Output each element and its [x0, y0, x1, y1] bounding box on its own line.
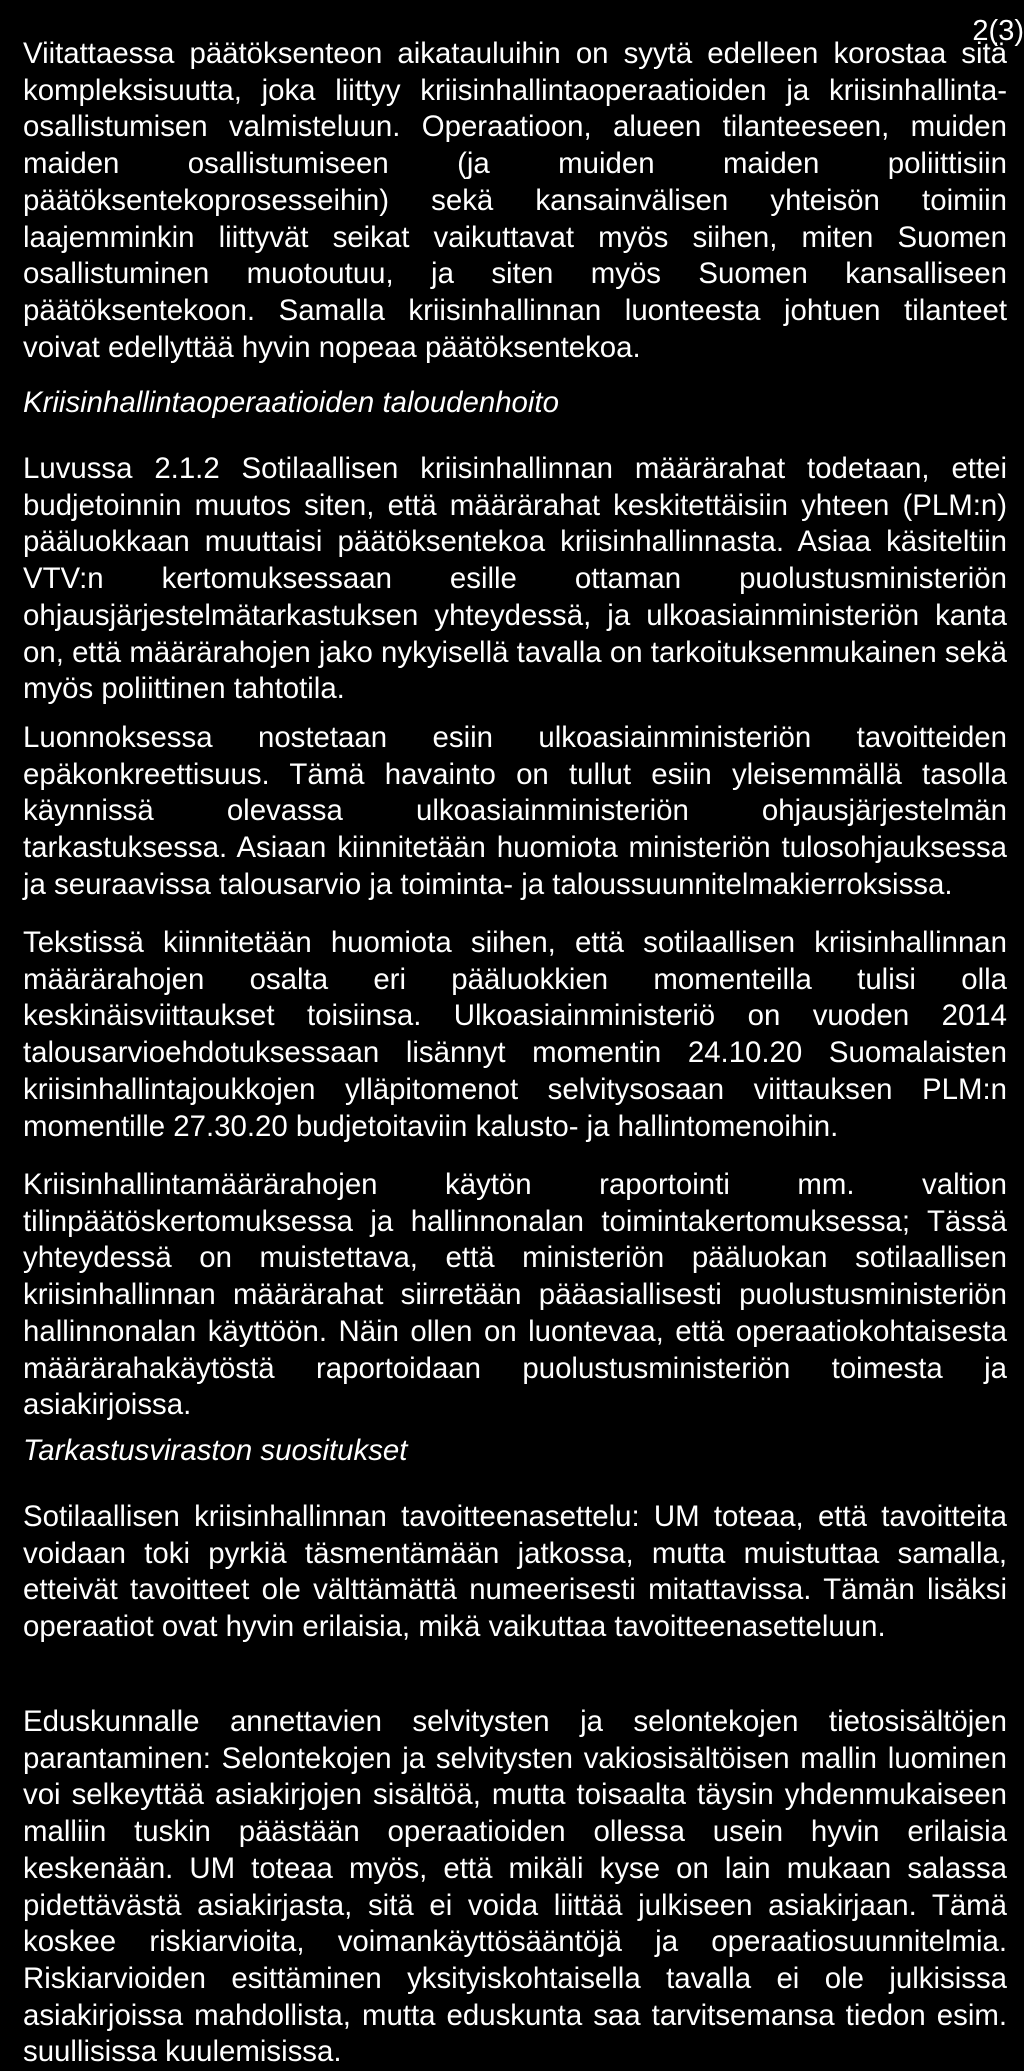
- page-number: 2(3): [972, 15, 1024, 47]
- paragraph-budget-appropriations: Luvussa 2.1.2 Sotilaallisen kriisinhallinnan määrärahat todetaan, ettei budjetoinnin muutos siten, että määrärahat keskitettäisiin yhteen (PLM:n) pääluokkaan muuttaisi päätöksentekoa kriisinhallinnasta. Asiaa käsiteltiin VTV:n kertomuksessaan esille ottaman puolustusministeriön ohjausjärjestelmätarkastuksen yhteydessä, ja ulkoasiainministeriön kanta on, että määrärahojen jako nykyisellä tavalla on tarkoituksenmukainen sekä myös poliittinen tahtotila.: [23, 452, 1007, 706]
- paragraph-cross-references: Tekstissä kiinnitetään huomiota siihen, että sotilaallisen kriisinhallinnan määrärahojen osalta eri pääluokkien momenteilla tulisi olla keskinäisviittaukset toisiinsa. Ulkoasiainministeriö on vuoden 2014 talousarvioehdotuksessaan lisännyt momentin 24.10.20 Suomalaisten kriisinhallintajoukkojen ylläpitomenot selvitysosaan viittauksen PLM:n momentille 27.30.20 budjetoitaviin kalusto- ja hallintomenoihin.: [23, 926, 1007, 1143]
- section-heading-recommendations: Tarkastusviraston suositukset: [23, 1434, 408, 1467]
- paragraph-decision-schedules: Viitattaessa päätöksenteon aikatauluihin on syytä edelleen korostaa sitä kompleksisuutta, joka liittyy kriisinhallintaoperaatioiden ja kriisinhallinta-osallistumisen valmisteluun. Operaatioon, alueen tilanteeseen, muiden maiden osallistumiseen (ja muiden maiden poliittisiin päätöksentekoprosesseihin) sekä kansainvälisen yhteisön toimiin laajemminkin liittyvät seikat vaikuttavat myös siihen, miten Suomen osallistuminen muotoutuu, ja siten myös Suomen kansalliseen päätöksentekoon. Samalla kriisinhallinnan luonteesta johtuen tilanteet voivat edellyttää hyvin nopeaa päätöksentekoa.: [23, 37, 1007, 364]
- section-heading-financial-management: Kriisinhallintaoperaatioiden taloudenhoito: [23, 386, 559, 419]
- paragraph-reporting: Kriisinhallintamäärärahojen käytön raportointi mm. valtion tilinpäätöskertomuksessa ja hallinnonalan toimintakertomuksessa; Tässä yhteydessä on muistettava, että ministeriön pääluokan sotilaallisen kriisinhallinnan määrärahat siirretään pääasiallisesti puolustusministeriön hallinnonalan käyttöön. Näin ollen on luontevaa, että operaatiokohtaisesta määrärahakäytöstä raportoidaan puolustusministeriön toimesta ja asiakirjoissa.: [23, 1168, 1007, 1422]
- paragraph-parliament-reports: Eduskunnalle annettavien selvitysten ja selontekojen tietosisältöjen parantaminen: Selontekojen ja selvitysten vakiosisältöisen mallin luominen voi selkeyttää asiakirjojen sisältöä, mutta toisaalta täysin yhdenmukaiseen malliin tuskin päästään operaatioiden ollessa usein hyvin erilaisia keskenään. UM toteaa myös, että mikäli kyse on lain mukaan salassa pidettävästä asiakirjasta, sitä ei voida liittää julkiseen asiakirjaan. Tämä koskee riskiarvioita, voimankäyttösääntöjä ja operaatiosuunnitelmia. Riskiarvioiden esittäminen yksityiskohtaisella tavalla ei ole julkisissa asiakirjoissa mahdollista, mutta eduskunta saa tarvitsemansa tiedon esim. suullisissa kuulemisissa.: [23, 1705, 1007, 2069]
- paragraph-objectives: Luonnoksessa nostetaan esiin ulkoasiainministeriön tavoitteiden epäkonkreettisuus. Tämä havainto on tullut esiin yleisemmällä tasolla käynnissä olevassa ulkoasiainministeriön ohjausjärjestelmän tarkastuksessa. Asiaan kiinnitetään huomiota ministeriön tulosohjauksessa ja seuraavissa talousarvio ja toiminta- ja taloussuunnitelmakierroksissa.: [23, 721, 1007, 901]
- paragraph-goal-setting: Sotilaallisen kriisinhallinnan tavoitteenasettelu: UM toteaa, että tavoitteita voidaan toki pyrkiä täsmentämään jatkossa, mutta muistuttaa samalla, etteivät tavoitteet ole välttämättä numeerisesti mitattavissa. Tämän lisäksi operaatiot ovat hyvin erilaisia, mikä vaikuttaa tavoitteenasetteluun.: [23, 1500, 1007, 1644]
